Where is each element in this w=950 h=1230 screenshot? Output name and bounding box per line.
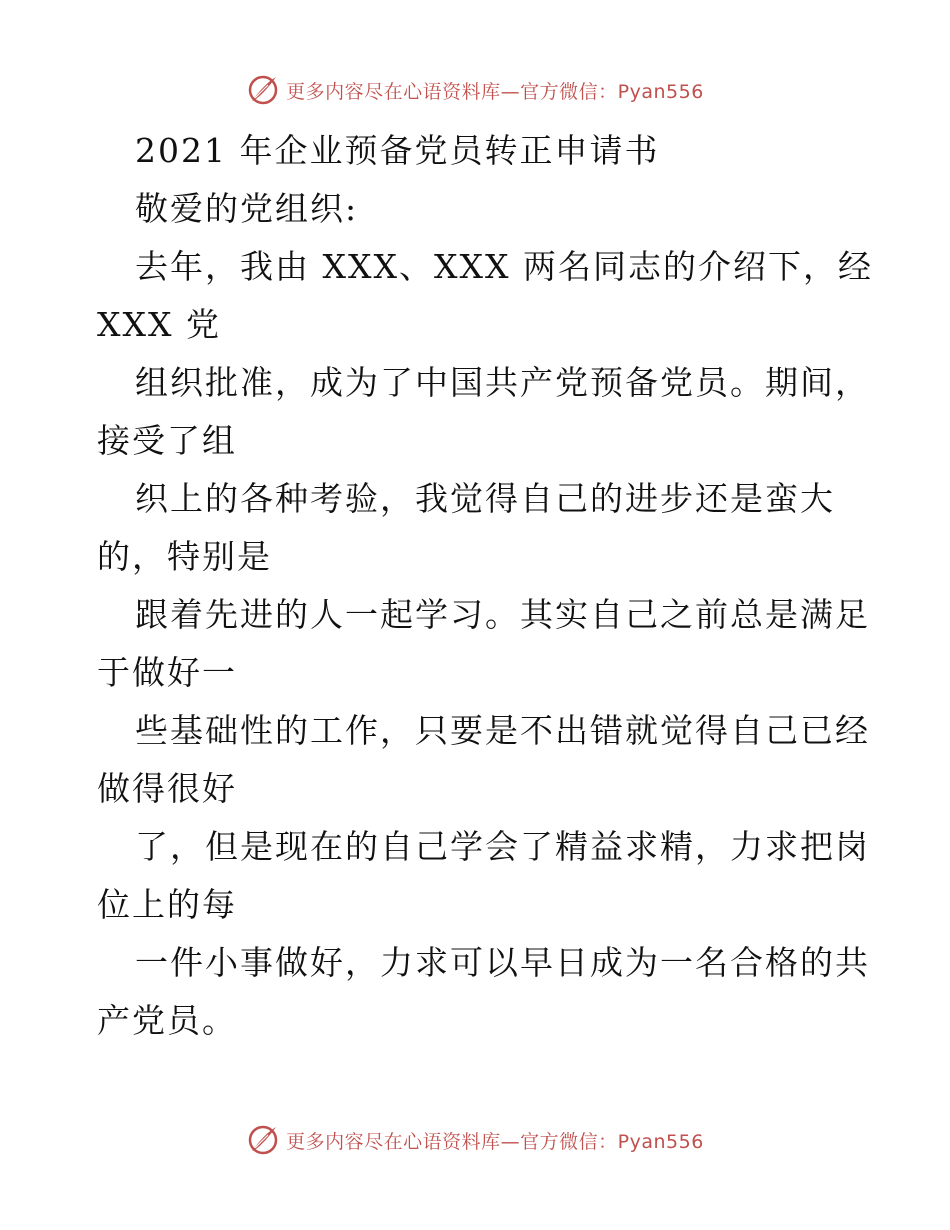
body-line: 的，特别是 bbox=[97, 537, 272, 576]
document-body bbox=[97, 122, 877, 1050]
quill-logo-icon bbox=[246, 1123, 280, 1157]
body-line: 产党员。 bbox=[97, 1001, 237, 1040]
salutation: 敬爱的党组织: bbox=[135, 189, 359, 228]
watermark-text: 更多内容尽在心语资料库—官方微信：Pyan556 bbox=[286, 80, 704, 103]
watermark-text: 更多内容尽在心语资料库—官方微信：Pyan556 bbox=[286, 1130, 704, 1153]
body-line: 接受了组 bbox=[97, 421, 237, 460]
body-line: 一件小事做好，力求可以早日成为一名合格的共 bbox=[135, 943, 870, 982]
body-line: 了，但是现在的自己学会了精益求精，力求把岗 bbox=[135, 827, 870, 866]
footer-watermark bbox=[0, 1120, 950, 1160]
quill-logo-icon bbox=[246, 73, 280, 107]
body-line: 些基础性的工作，只要是不出错就觉得自己已经 bbox=[135, 711, 870, 750]
body-line: 组织批准，成为了中国共产党预备党员。期间， bbox=[135, 363, 870, 402]
body-line: 织上的各种考验，我觉得自己的进步还是蛮大 bbox=[135, 479, 835, 518]
body-line: 去年，我由 XXX、XXX 两名同志的介绍下，经 bbox=[135, 247, 873, 286]
body-line: 做得很好 bbox=[97, 769, 237, 808]
header-watermark bbox=[0, 70, 950, 110]
body-line: 于做好一 bbox=[97, 653, 237, 692]
body-line: 跟着先进的人一起学习。其实自己之前总是满足 bbox=[135, 595, 870, 634]
document-title: 2021 年企业预备党员转正申请书 bbox=[135, 131, 660, 170]
body-line: XXX 党 bbox=[97, 305, 221, 344]
body-line: 位上的每 bbox=[97, 885, 237, 924]
